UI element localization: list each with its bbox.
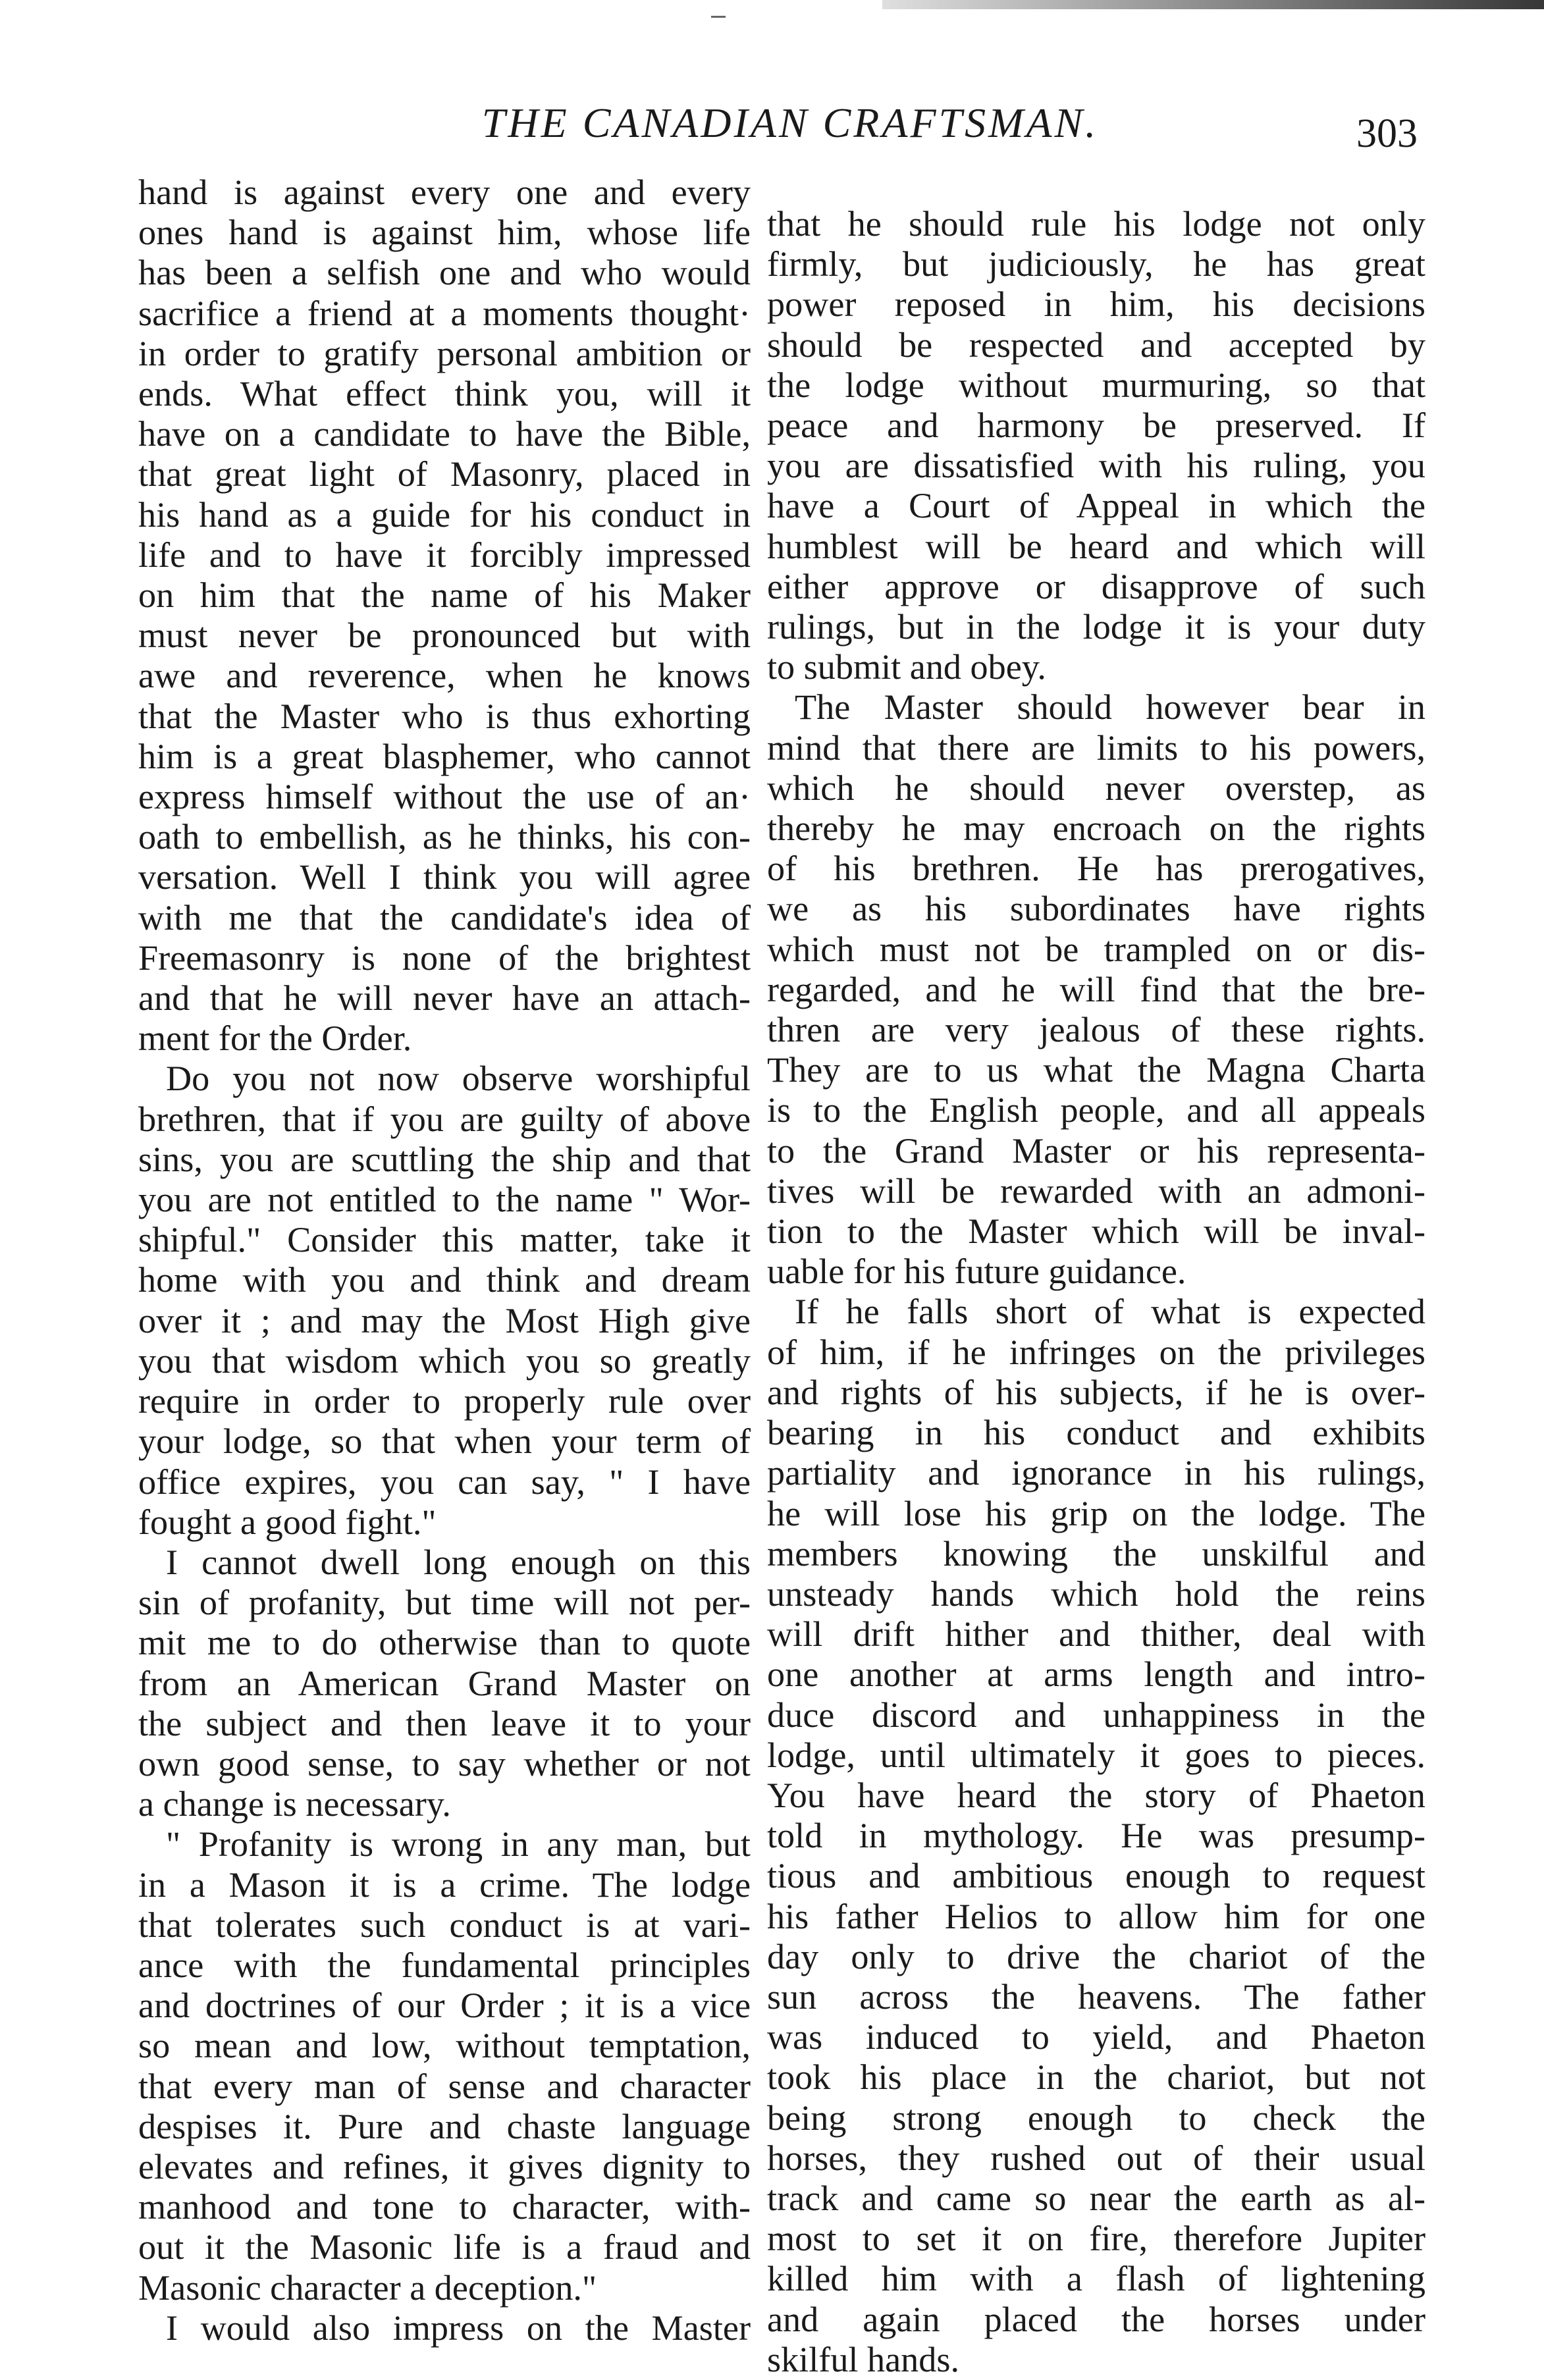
text-line: we as his subordinates have rights: [767, 889, 1425, 929]
text-line: thereby he may encroach on the rights: [767, 808, 1425, 849]
text-line: office expires, you can say, " I have: [138, 1462, 751, 1502]
text-line: the lodge without murmuring, so that: [767, 365, 1425, 405]
text-line: that every man of sense and character: [138, 2066, 751, 2106]
text-line: ends. What effect think you, will it: [138, 374, 751, 414]
text-line: Freemasonry is none of the brightest: [138, 938, 751, 978]
text-line: elevates and refines, it gives dignity to: [138, 2146, 751, 2186]
text-line: sin of profanity, but time will not per-: [138, 1583, 751, 1623]
text-line: he will lose his grip on the lodge. The: [767, 1493, 1425, 1533]
text-line: from an American Grand Master on: [138, 1663, 751, 1703]
text-line: home with you and think and dream: [138, 1260, 751, 1300]
text-line: on him that the name of his Maker: [138, 575, 751, 616]
page-number: 303: [1356, 111, 1418, 156]
running-head: THE CANADIAN CRAFTSMAN.: [481, 99, 1099, 146]
text-line: uable for his future guidance.: [767, 1252, 1186, 1292]
text-line: mind that there are limits to his powers,: [767, 727, 1425, 768]
text-line: and again placed the horses under: [767, 2299, 1425, 2339]
text-line: " Profanity is wrong in any man, but: [166, 1824, 751, 1864]
text-line: you are not entitled to the name " Wor-: [138, 1180, 751, 1220]
text-line: most to set it on fire, therefore Jupiter: [767, 2219, 1425, 2259]
text-line: and doctrines of our Order ; it is a vice: [138, 1986, 751, 2026]
text-line: hand is against every one and every: [138, 172, 751, 212]
text-line: manhood and tone to character, with-: [138, 2187, 751, 2227]
text-line: fought a good fight.": [138, 1502, 437, 1542]
text-line: which must not be trampled on or dis-: [767, 929, 1425, 969]
text-line: ance with the fundamental principles: [138, 1945, 751, 1985]
text-line: despises it. Pure and chaste language: [138, 2106, 751, 2146]
text-line: The Master should however bear in: [795, 687, 1425, 727]
text-line: oath to embellish, as he thinks, his con-: [138, 817, 751, 857]
text-line: I cannot dwell long enough on this: [166, 1542, 751, 1582]
text-line: that the Master who is thus exhorting: [138, 696, 751, 736]
text-line: to the Grand Master or his representa-: [767, 1130, 1425, 1171]
text-line: sacrifice a friend at a moments thought·: [138, 293, 751, 333]
text-line: being strong enough to check the: [767, 2098, 1425, 2138]
text-line: duce discord and unhappiness in the: [767, 1695, 1425, 1735]
text-line: will drift hither and thither, deal with: [767, 1614, 1425, 1654]
text-line: Do you not now observe worshipful: [166, 1059, 751, 1099]
text-line: tives will be rewarded with an admoni-: [767, 1171, 1425, 1211]
text-line: power reposed in him, his decisions: [767, 284, 1425, 325]
text-line: a change is necessary.: [138, 1784, 451, 1824]
text-line: partiality and ignorance in his rulings,: [767, 1453, 1425, 1493]
text-line: either approve or disapprove of such: [767, 566, 1425, 606]
text-line: and that he will never have an attach-: [138, 978, 751, 1018]
text-line: If he falls short of what is expected: [795, 1292, 1425, 1332]
scan-mark: [711, 16, 726, 18]
text-line: tious and ambitious enough to request: [767, 1856, 1425, 1896]
text-line: was induced to yield, and Phaeton: [767, 2017, 1425, 2057]
scan-edge-shadow: [882, 0, 1544, 9]
text-line: should be respected and accepted by: [767, 325, 1425, 365]
text-line: members knowing the unskilful and: [767, 1533, 1425, 1573]
text-line: mit me to do otherwise than to quote: [138, 1623, 751, 1663]
text-line: took his place in the chariot, but not: [767, 2057, 1425, 2098]
text-line: ones hand is against him, whose life: [138, 213, 751, 253]
text-line: him is a great blasphemer, who cannot: [138, 736, 751, 776]
text-line: your lodge, so that when your term of: [138, 1421, 751, 1462]
text-line: skilful hands.: [767, 2339, 959, 2379]
text-line: express himself without the use of an·: [138, 777, 751, 817]
text-line: the subject and then leave it to your: [138, 1703, 751, 1743]
text-line: with me that the candidate's idea of: [138, 897, 751, 938]
text-line: sins, you are scuttling the ship and that: [138, 1139, 751, 1179]
text-line: you that wisdom which you so greatly: [138, 1340, 751, 1381]
text-line: sun across the heavens. The father: [767, 1976, 1425, 2017]
text-line: regarded, and he will find that the bre-: [767, 969, 1425, 1009]
text-line: over it ; and may the Most High give: [138, 1300, 751, 1340]
text-line: his father Helios to allow him for one: [767, 1896, 1425, 1936]
right-column: [767, 204, 1425, 2379]
text-line: versation. Well I think you will agree: [138, 857, 751, 897]
text-line: has been a selfish one and who would: [138, 253, 751, 293]
text-line: to submit and obey.: [767, 647, 1046, 687]
text-line: lodge, until ultimately it goes to pieces.: [767, 1735, 1425, 1775]
text-line: have on a candidate to have the Bible,: [138, 414, 751, 454]
text-line: I would also impress on the Master: [166, 2308, 751, 2348]
left-column: [138, 172, 751, 2348]
text-line: life and to have it forcibly impressed: [138, 535, 751, 575]
text-line: track and came so near the earth as al-: [767, 2178, 1425, 2218]
text-line: ment for the Order.: [138, 1018, 412, 1059]
text-line: They are to us what the Magna Charta: [767, 1050, 1425, 1090]
text-line: one another at arms length and intro-: [767, 1654, 1425, 1695]
text-line: firmly, but judiciously, he has great: [767, 244, 1425, 284]
text-line: you are dissatisfied with his ruling, you: [767, 446, 1425, 486]
text-line: awe and reverence, when he knows: [138, 656, 751, 696]
text-line: his hand as a guide for his conduct in: [138, 494, 751, 535]
text-line: brethren, that if you are guilty of above: [138, 1099, 751, 1139]
text-line: that he should rule his lodge not only: [767, 204, 1425, 244]
text-line: shipful." Consider this matter, take it: [138, 1220, 751, 1260]
text-line: told in mythology. He was presump-: [767, 1816, 1425, 1856]
text-line: horses, they rushed out of their usual: [767, 2138, 1425, 2178]
text-line: in order to gratify personal ambition or: [138, 333, 751, 373]
text-line: that tolerates such conduct is at vari-: [138, 1905, 751, 1945]
text-line: You have heard the story of Phaeton: [767, 1775, 1425, 1815]
text-line: humblest will be heard and which will: [767, 526, 1425, 566]
text-line: own good sense, to say whether or not: [138, 1743, 751, 1784]
text-line: day only to drive the chariot of the: [767, 1936, 1425, 1976]
text-line: out it the Masonic life is a fraud and: [138, 2227, 751, 2267]
text-line: thren are very jealous of these rights.: [767, 1010, 1425, 1050]
text-line: require in order to properly rule over: [138, 1381, 751, 1421]
text-line: so mean and low, without temptation,: [138, 2026, 751, 2066]
text-line: peace and harmony be preserved. If: [767, 406, 1425, 446]
text-line: in a Mason it is a crime. The lodge: [138, 1864, 751, 1905]
text-line: which he should never overstep, as: [767, 768, 1425, 808]
text-line: of him, if he infringes on the privileges: [767, 1332, 1425, 1372]
text-line: Masonic character a deception.": [138, 2267, 597, 2308]
text-line: that great light of Masonry, placed in: [138, 454, 751, 494]
text-line: must never be pronounced but with: [138, 616, 751, 656]
text-line: rulings, but in the lodge it is your duty: [767, 607, 1425, 647]
text-line: of his brethren. He has prerogatives,: [767, 849, 1425, 889]
text-line: and rights of his subjects, if he is over-: [767, 1372, 1425, 1412]
text-line: is to the English people, and all appeals: [767, 1090, 1425, 1130]
text-line: unsteady hands which hold the reins: [767, 1573, 1425, 1614]
text-line: killed him with a flash of lightening: [767, 2259, 1425, 2299]
text-line: tion to the Master which will be inval-: [767, 1211, 1425, 1252]
text-line: have a Court of Appeal in which the: [767, 486, 1425, 526]
text-line: bearing in his conduct and exhibits: [767, 1413, 1425, 1453]
